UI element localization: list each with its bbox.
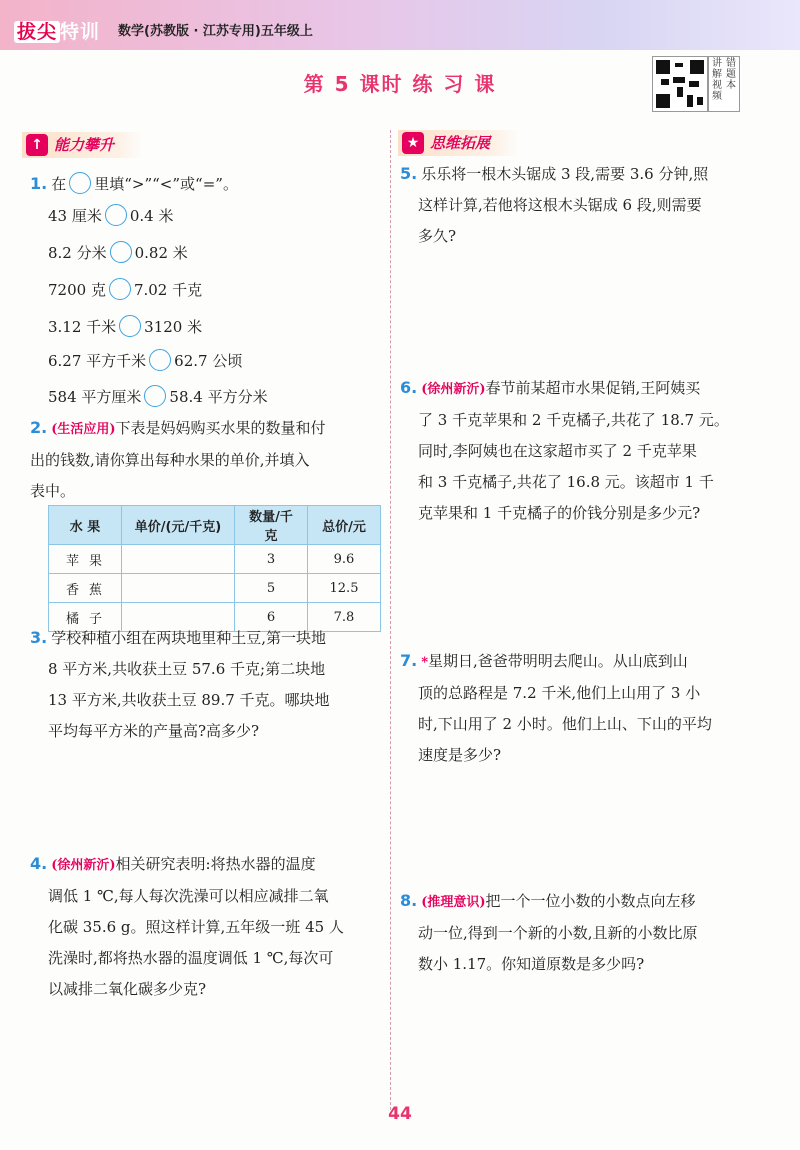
qr-label-video: 讲解视频 <box>712 58 722 102</box>
runner-icon: ★ <box>402 132 424 154</box>
section-left-title: ↑ 能力攀升 <box>22 132 142 158</box>
column-header: 单价/(元/千克) <box>122 506 235 545</box>
qr-label-errors: 错题本 <box>726 58 736 91</box>
answer-circle[interactable] <box>119 315 141 337</box>
compare-item: 7200 克 7.02 千克 <box>48 279 202 302</box>
question-4: 4. (徐州新沂)相关研究表明:将热水器的温度 调低 1 ℃,每人每次洗澡可以相应减排二氧 化碳 35.6 g。照这样计算,五年级一班 45 人 洗澡时,都将热水器的温度调低 1 ℃,每次可 以减排二氧化碳多少克? <box>30 854 344 998</box>
question-8: 8. (推理意识)把一个一位小数的小数点向左移 动一位,得到一个新的小数,且新的小数比原 数小 1.17。你知道原数是多少吗? <box>400 891 698 973</box>
fruit-name: 香蕉 <box>49 574 122 603</box>
price-cell[interactable] <box>122 545 235 574</box>
total-cell: 9.6 <box>308 545 381 574</box>
column-divider <box>390 130 391 1110</box>
book-subtitle: 数学(苏教版 · 江苏专用)五年级上 <box>118 24 313 39</box>
table-row <box>49 545 381 574</box>
answer-circle[interactable] <box>144 385 166 407</box>
qty-cell: 6 <box>235 603 308 632</box>
answer-circle[interactable] <box>149 349 171 371</box>
climb-icon: ↑ <box>26 134 48 156</box>
fruit-name: 橘子 <box>49 603 122 632</box>
answer-circle[interactable] <box>105 204 127 226</box>
section-right-title: ★ 思维拓展 <box>398 130 518 156</box>
price-cell[interactable] <box>122 574 235 603</box>
column-header: 水 果 <box>49 506 122 545</box>
table-row <box>49 574 381 603</box>
question-7: 7. *星期日,爸爸带明明去爬山。从山底到山 顶的总路程是 7.2 千米,他们上山用了 3 小 时,下山用了 2 小时。他们上山、下山的平均 速度是多少? <box>400 651 712 764</box>
qty-cell: 5 <box>235 574 308 603</box>
page-number: 44 <box>388 1104 412 1124</box>
fruit-price-table <box>48 505 381 632</box>
compare-item: 3.12 千米 3120 米 <box>48 316 202 339</box>
compare-item: 584 平方厘米 58.4 平方分米 <box>48 386 268 409</box>
compare-item: 8.2 分米 0.82 米 <box>48 242 188 265</box>
table-header-row <box>49 506 381 545</box>
question-6: 6. (徐州新沂)春节前某超市水果促销,王阿姨买 了 3 千克苹果和 2 千克橘子,共花了 18.7 元。 同时,李阿姨也在这家超市买了 2 千克苹果 和 3 千克橘子,共花了 16.8 元。该超市 1 千 克苹果和 1 千克橘子的价钱分别是多少元? <box>400 378 729 522</box>
answer-circle[interactable] <box>109 278 131 300</box>
total-cell: 7.8 <box>308 603 381 632</box>
question-1: 1. 在 里填“>”“<”或“=”。 <box>30 174 238 193</box>
qr-code-icon[interactable] <box>652 56 708 112</box>
answer-circle[interactable] <box>110 241 132 263</box>
lesson-title: 第 5 课时 练 习 课 <box>303 72 497 96</box>
brand-logo: 拔尖 特训 <box>14 17 100 44</box>
question-2: 2. (生活应用)下表是妈妈购买水果的数量和付 出的钱数,请你算出每种水果的单价,并填入 表中。 <box>30 418 326 500</box>
column-header: 数量/千克 <box>235 506 308 545</box>
compare-item: 6.27 平方千米 62.7 公顷 <box>48 350 242 373</box>
question-5: 5. 乐乐将一根木头锯成 3 段,需要 3.6 分钟,照 这样计算,若他将这根木头锯成 6 段,则需要 多久? <box>400 164 709 245</box>
column-header: 总价/元 <box>308 506 381 545</box>
qty-cell: 3 <box>235 545 308 574</box>
fruit-name: 苹果 <box>49 545 122 574</box>
compare-item: 43 厘米 0.4 米 <box>48 205 173 228</box>
answer-circle[interactable] <box>69 172 91 194</box>
total-cell: 12.5 <box>308 574 381 603</box>
question-3: 3. 学校种植小组在两块地里种土豆,第一块地 8 平方米,共收获土豆 57.6 千克;第二块地 13 平方米,共收获土豆 89.7 千克。哪块地 平均每平方米的产量高?高多少? <box>30 628 330 740</box>
